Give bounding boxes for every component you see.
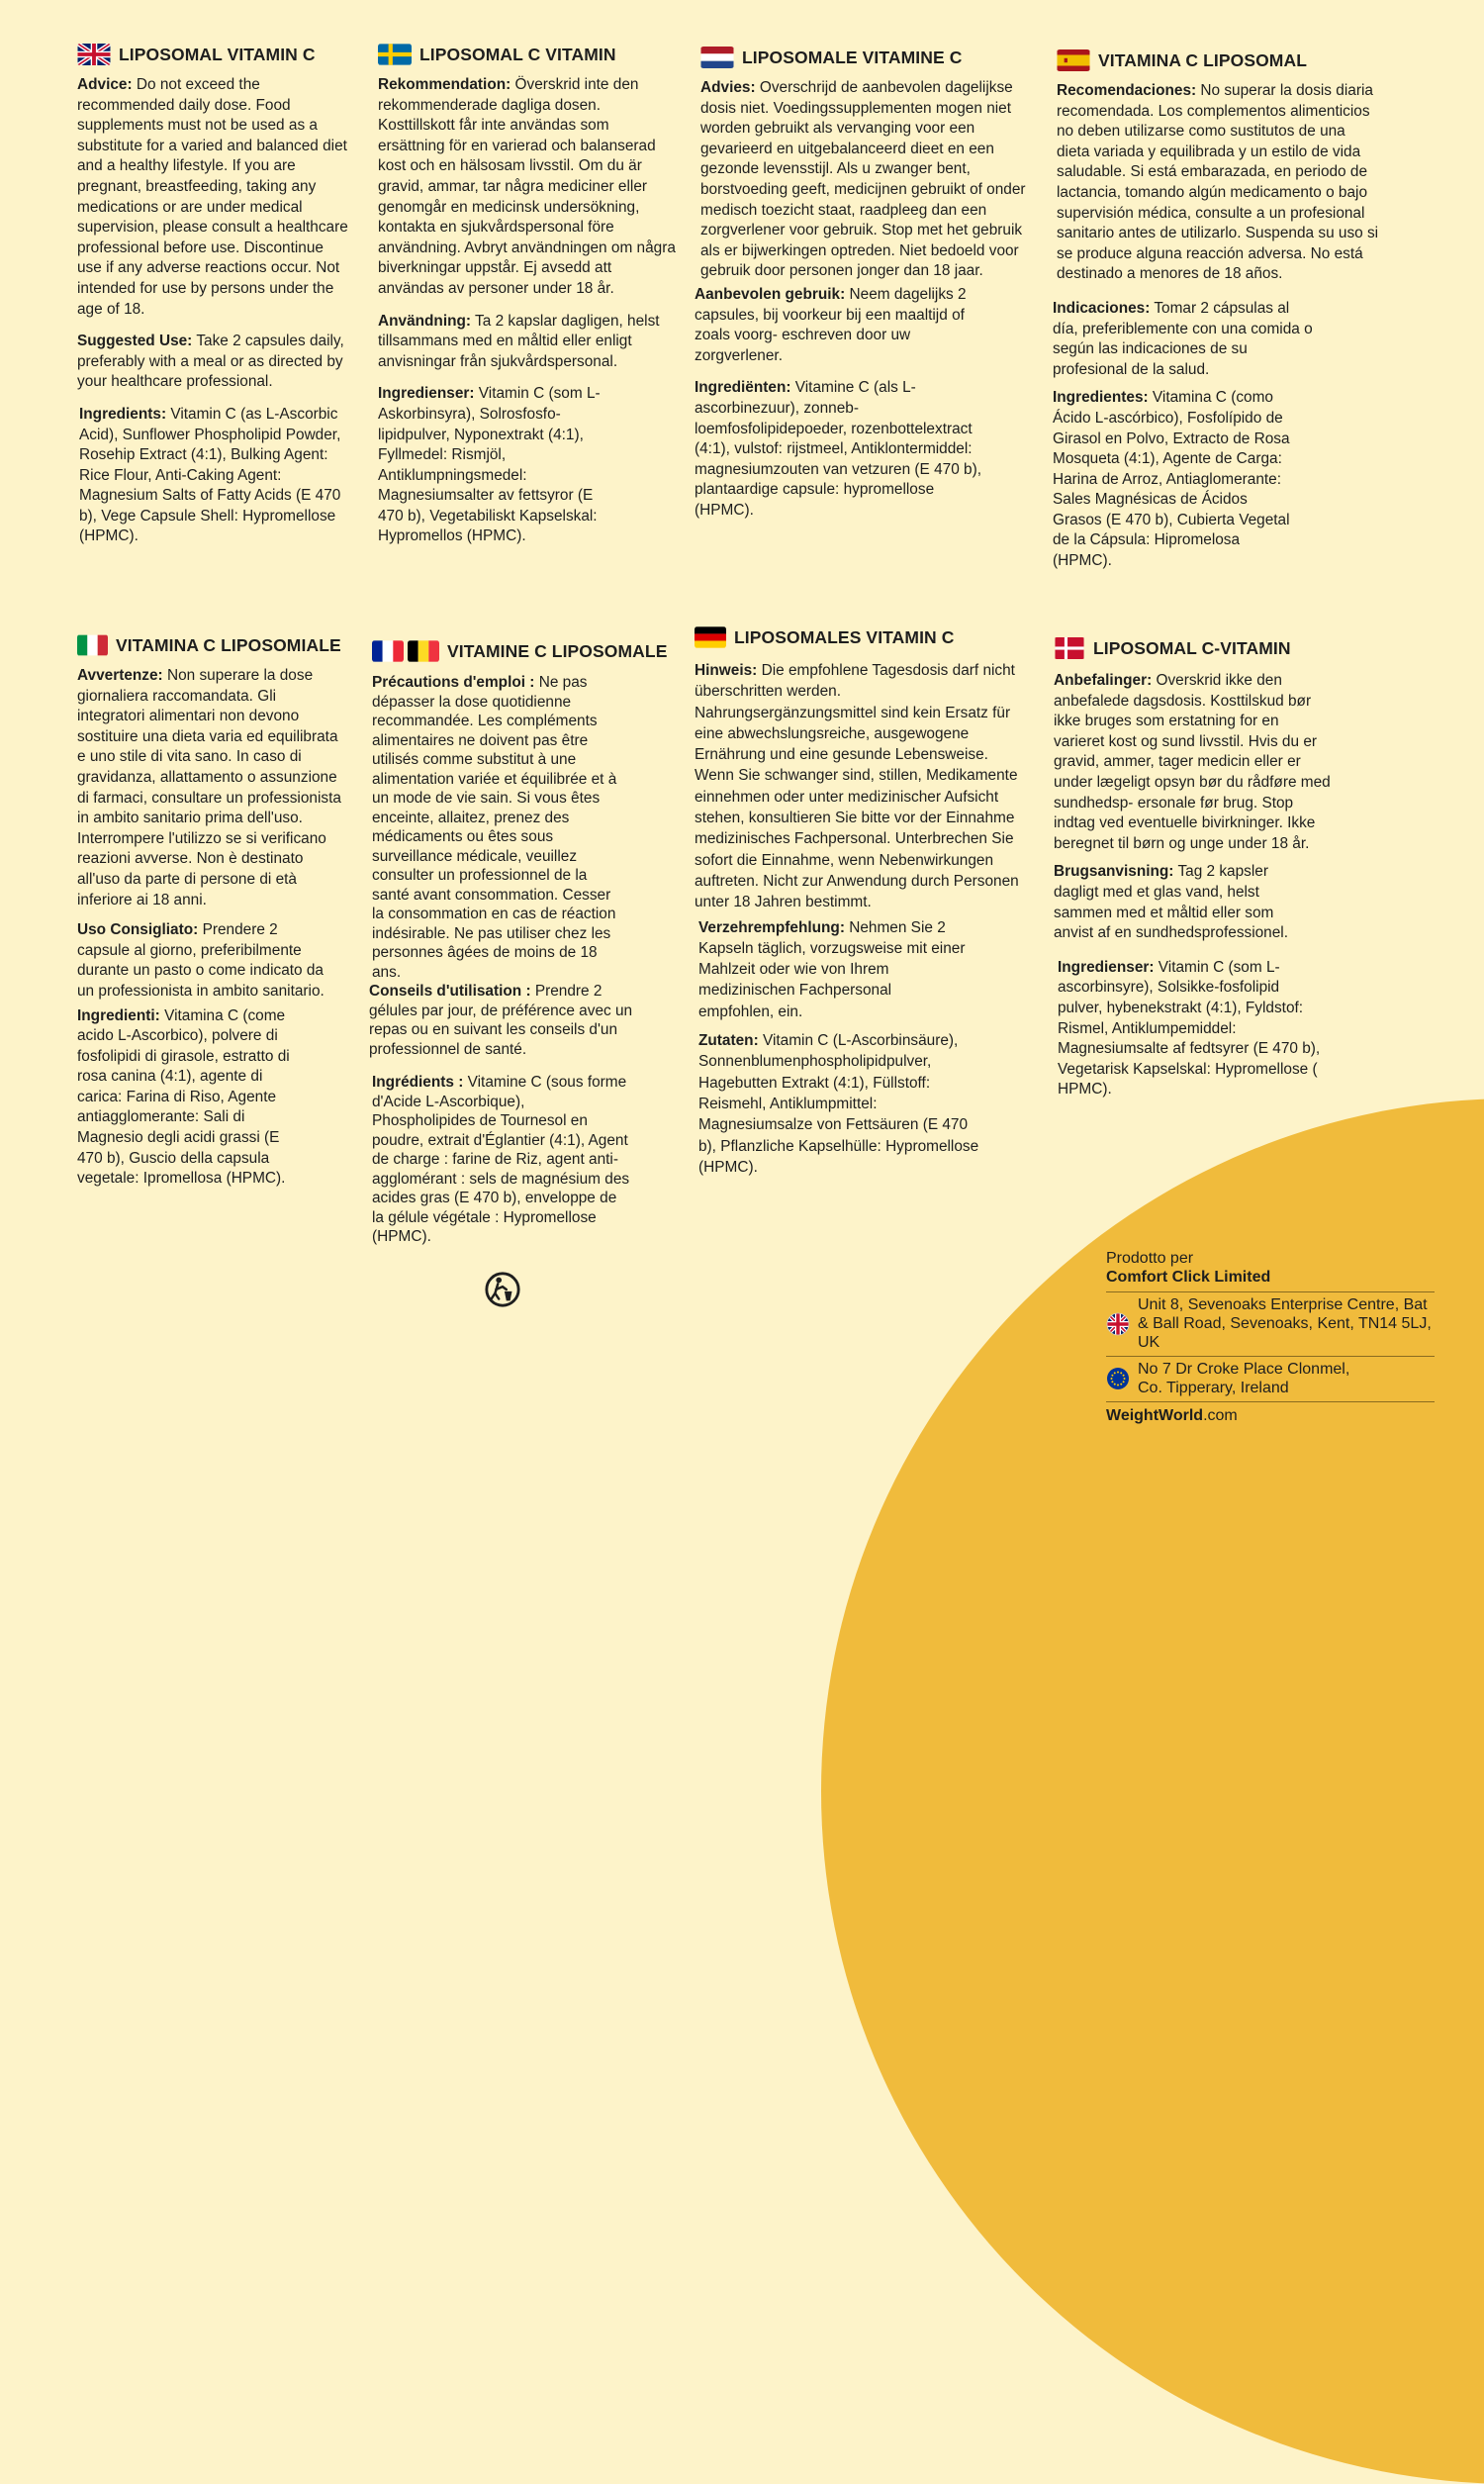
tidyman-recycle-icon: [484, 1271, 521, 1308]
section-french: [369, 640, 668, 1259]
section-title: VITAMINE C LIPOSOMALE: [372, 640, 641, 662]
section-title: LIPOSOMAL C-VITAMIN: [1054, 637, 1336, 659]
section-title: LIPOSOMAL VITAMIN C: [77, 44, 352, 65]
ingredients-paragraph: Ingredientes: Vitamina C (como Ácido L-ascórbico), Fosfolípido de Girasol en Polvo, Extracto de Rosa Mosqueta (4:1), Agente de Carga: Harina de Arroz, Antiaglomerante: Sales Magnésicas de Ácidos Grasos (E 470 b), Cubierta Vegetal de la Cápsula: Hipromelosa (HPMC).: [1053, 389, 1290, 570]
germany-flag-icon: [695, 626, 726, 648]
advice-paragraph: Advice: Do not exceed the recommended daily dose. Food supplements must not be used as a substitute for a varied and balanced diet and a healthy lifestyle. If you are pregnant, breastfeeding, taking any medications or are under medical supervision, please consult a healthcare professional before use. Discontinue use if any adverse reactions occur. Not intended for use by persons under the age of 18.: [77, 76, 348, 318]
section-title: LIPOSOMALES VITAMIN C: [695, 626, 991, 648]
ingredients-paragraph: Zutaten: Vitamin C (L-Ascorbinsäure), Sonnenblumenphospholipidpulver, Hagebutten Extrakt (4:1), Füllstoff: Reismehl, Antiklumpmittel: Magnesiumsalze von Fettsäuren (E 470 b), Pflanzliche Kapselhülle: Hypromellose (HPMC).: [698, 1032, 979, 1176]
advice-paragraph: Rekommendation: Överskrid inte den rekommenderade dagliga dosen. Kosttillskott får inte användas som ersättning för en varierad och balanserad kost och en hälsosam livsstil. Om du är gravid, ammar, tar några mediciner eller genomgår en medicinsk undersökning, kontakta en sjukvårdspersonal före användning. Avbryt användningen om några biverkningar uppstår. Ej avsedd att användas av personer under 18 år.: [378, 76, 676, 297]
suggested-use-paragraph: Suggested Use: Take 2 capsules daily, preferably with a meal or as directed by your healthcare professional.: [77, 333, 344, 391]
section-title: LIPOSOMAL C VITAMIN: [378, 44, 679, 65]
advice-paragraph: Anbefalinger: Overskrid ikke den anbefalede dagsdosis. Kosttilskud bør ikke bruges som erstatning for en varieret kost og sund livsstil. Hvis du er gravid, ammer, tager medicin eller er under lægeligt opsyn bør du rådføre med sundhedsp- ersonale før brug. Stop indtag ved eventuelle bivirkninger. Ikke beregnet til børn og unge under 18 år.: [1054, 672, 1331, 852]
website-link[interactable]: WeightWorld.com: [1106, 1401, 1435, 1426]
section-english: [77, 44, 352, 559]
ingredients-paragraph: Ingrédients : Vitamine C (sous forme d'Acide L-Ascorbique), Phospholipides de Tournesol en poudre, extrait d'Églantier (4:1), Agent de charge : farine de Riz, agent anti-agglomérant : sels de magnésium des acides gras (E 470 b), enveloppe de la gélule végétale : Hypromellose (HPMC).: [372, 1074, 630, 1245]
advice-paragraph: Précautions d'emploi : Ne pas dépasser la dose quotidienne recommandée. Les compléments alimentaires ne doivent pas être utilisés comme substitut à une alimentation variée et équilibrée et à un mode de vie sain. Si vous êtes enceinte, allaitez, prenez des médicaments ou êtes sous surveillance médicale, veuillez consulter un professionnel de la santé avant consommation. Cesser la consommation en cas de réaction indésirable. Ne pas utiliser chez les personnes âgées de moins de 18 ans.: [372, 674, 617, 981]
suggested-use-paragraph: Uso Consigliato: Prendere 2 capsule al giorno, preferibilmente durante un pasto o come indicato da un professionista in ambito sanitario.: [77, 921, 325, 1000]
suggested-use-paragraph: Användning: Ta 2 kapslar dagligen, helst tillsammans med en måltid eller enligt anvisningar från sjukvårdspersonal.: [378, 312, 660, 370]
eu-flag-icon: [1106, 1367, 1130, 1390]
uk-flag-icon: [1106, 1312, 1130, 1336]
spain-flag-icon: [1057, 49, 1090, 71]
section-danish: [1054, 637, 1336, 1112]
suggested-use-paragraph: Aanbevolen gebruik: Neem dagelijks 2 capsules, bij voorkeur bij een maaltijd of zoals voorg- eschreven door uw zorgverlener.: [695, 285, 967, 364]
uk-address: Unit 8, Sevenoaks Enterprise Centre, Bat & Ball Road, Sevenoaks, Kent, TN14 5LJ, UK: [1138, 1296, 1432, 1351]
section-german: [695, 626, 1019, 1190]
suggested-use-paragraph: Verzehrempfehlung: Nehmen Sie 2 Kapseln täglich, vorzugsweise mit einer Mahlzeit oder wie von Ihrem medizinischen Fachpersonal empfohlen, ein.: [698, 918, 966, 1020]
france-belgium-flags: [372, 640, 439, 662]
ingredients-paragraph: Ingredienser: Vitamin C (som L-Askorbinsyra), Solrosfosfo-lipidpulver, Nyponextrakt (4:1), Fyllmedel: Rismjöl, Antiklumpningsmedel: Magnesiumsalter av fettsyror (E 470 b), Vegetabiliskt Kapselskal: Hypromellos (HPMC).: [378, 385, 601, 545]
eu-address-row: [1106, 1356, 1435, 1401]
produced-for-label: Prodotto per: [1106, 1250, 1194, 1267]
uk-address-row: [1106, 1291, 1435, 1356]
section-title: VITAMINA C LIPOSOMAL: [1057, 49, 1379, 71]
suggested-use-paragraph: Indicaciones: Tomar 2 cápsulas al día, preferiblemente con una comida o según las indicaciones de su profesional de la salud.: [1053, 299, 1313, 378]
section-spanish: [1053, 49, 1379, 584]
advice-paragraph: Recomendaciones: No superar la dosis diaria recomendada. Los complementos alimenticios no deben utilizarse como sustitutos de una dieta variada y equilibrada y un estilo de vida saludable. Si está embarazada, en periodo de lactancia, tomando algún medicamento o bajo supervisión médica, consulte a un profesional sanitario antes de utilizarlo. Suspenda su uso si se produce alguna reacción adversa. No está destinado a menores de 18 años.: [1057, 82, 1379, 283]
uk-flag-icon: [77, 44, 111, 65]
section-title: VITAMINA C LIPOSOMIALE: [77, 634, 346, 656]
ingredients-paragraph: Ingredients: Vitamin C (as L-Ascorbic Acid), Sunflower Phospholipid Powder, Rosehip Extract (4:1), Bulking Agent: Rice Flour, Anti-Caking Agent: Magnesium Salts of Fatty Acids (E 470 b), Vege Capsule Shell: Hypromellose (HPMC).: [79, 405, 341, 545]
ingredients-paragraph: Ingredienti: Vitamina C (come acido L-Ascorbico), polvere di fosfolipidi di girasole, estratto di rosa canina (4:1), agente di carica: Farina di Riso, Agente antiagglomerante: Sali di Magnesio degli acidi grassi (E 470 b), Guscio della capsula vegetale: Ipromellosa (HPMC).: [77, 1006, 290, 1188]
suggested-use-paragraph: Brugsanvisning: Tag 2 kapsler dagligt med et glas vand, helst sammen med et måltid eller som anvist af en sundhedsprofessionel.: [1054, 863, 1288, 942]
netherlands-flag-icon: [700, 47, 734, 68]
denmark-flag-icon: [1054, 637, 1085, 659]
section-dutch: [695, 47, 1027, 532]
section-title: LIPOSOMALE VITAMINE C: [700, 47, 1027, 68]
advice-paragraph: Hinweis: Die empfohlene Tagesdosis darf nicht überschritten werden. Nahrungsergänzungsmittel sind kein Ersatz für eine abwechslungsreiche, ausgewogene Ernährung und eine gesunde Lebensweise. Wenn Sie schwanger sind, stillen, Medikamente einnehmen oder unter medizinischer Aufsicht stehen, konsultieren Sie bitte vor der Einnahme medizinisches Fachpersonal. Unterbrechen Sie sofort die Einnahme, wenn Nebenwirkungen auftreten. Nicht zur Anwendung durch Personen unter 18 Jahren bestimmt.: [695, 662, 1019, 911]
italy-flag-icon: [77, 634, 108, 656]
ingredients-paragraph: Ingredienser: Vitamin C (som L-ascorbinsyre), Solsikke-fosfolipid pulver, hybenekstrakt (4:1), Fyldstof: Rismel, Antiklumpemiddel: Magnesiumsalte af fedtsyrer (E 470 b), Vegetarisk Kapselskal: Hypromellose ( HPMC).: [1058, 958, 1321, 1099]
section-italian: [77, 634, 346, 1201]
france-flag-icon: [372, 640, 404, 662]
suggested-use-paragraph: Conseils d'utilisation : Prendre 2 gélules par jour, de préférence avec un repas ou en suivant les conseils d'un professionnel de santé.: [369, 983, 633, 1058]
company-name: Comfort Click Limited: [1106, 1269, 1271, 1286]
belgium-flag-icon: [408, 640, 439, 662]
sweden-flag-icon: [378, 44, 412, 65]
section-swedish: [378, 44, 679, 559]
manufacturer-info: [1106, 1249, 1435, 1426]
advice-paragraph: Avvertenze: Non superare la dose giornaliera raccomandata. Gli integratori alimentari non devono sostituire una dieta varia ed equilibrata e uno stile di vita sano. In caso di gravidanza, allattamento o assunzione di farmaci, consultare un professionista in ambito sanitario prima dell'uso. Interrompere l'utilizzo se si verificano reazioni avverse. Non è destinato all'uso da parte di persone di età inferiore ai 18 anni.: [77, 667, 341, 908]
advice-paragraph: Advies: Overschrijd de aanbevolen dagelijkse dosis niet. Voedingssupplementen mogen niet worden gebruikt als vervanging voor een gevarieerd en uitgebalanceerd dieet en een gezonde levensstijl. Als u zwanger bent, borstvoeding geeft, medicijnen gebruikt of onder medisch toezicht staat, raadpleeg dan een zorgverlener voor gebruik. Stop met het gebruik als er bijwerkingen optreden. Niet bedoeld voor gebruik door personen jonger dan 18 jaar.: [700, 79, 1026, 280]
ingredients-paragraph: Ingrediënten: Vitamine C (als L-ascorbinezuur), zonneb-loemfosfolipidepoeder, rozenbottelextract (4:1), vulstof: rijstmeel, Antiklontermiddel: magnesiumzouten van vetzuren (E 470 b), plantaardige capsule: hypromellose (HPMC).: [695, 379, 982, 519]
eu-address: No 7 Dr Croke Place Clonmel, Co. Tipperary, Ireland: [1138, 1361, 1350, 1396]
